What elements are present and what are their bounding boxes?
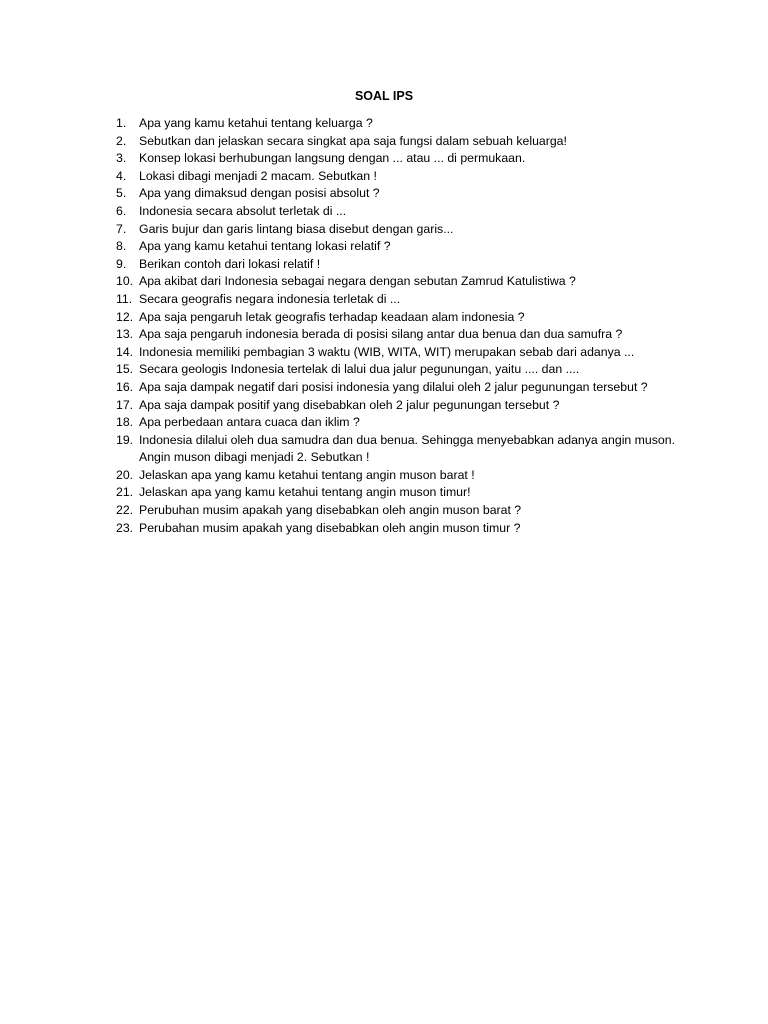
question-number: 6. xyxy=(116,203,127,218)
question-text: Garis bujur dan garis lintang biasa disebut dengan garis... xyxy=(139,221,454,236)
question-item xyxy=(116,520,686,538)
question-number: 5. xyxy=(116,186,127,201)
question-item xyxy=(116,432,686,467)
question-item xyxy=(116,185,686,203)
question-text: Indonesia memiliki pembagian 3 waktu (WIB, WITA, WIT) merupakan sebab dari adanya ... xyxy=(139,344,635,359)
question-item xyxy=(116,379,686,397)
question-text: Apa yang dimaksud dengan posisi absolut ? xyxy=(139,186,380,201)
question-number: 14. xyxy=(116,344,134,359)
question-item xyxy=(116,397,686,415)
question-item xyxy=(116,133,686,151)
question-number: 8. xyxy=(116,239,127,254)
question-number: 4. xyxy=(116,168,127,183)
question-text: Perubahan musim apakah yang disebabkan oleh angin muson timur ? xyxy=(139,520,521,535)
question-text: Perubuhan musim apakah yang disebabkan oleh angin muson barat ? xyxy=(139,503,522,518)
question-text: Secara geologis Indonesia tertelak di lalui dua jalur pegunungan, yaitu .... dan .... xyxy=(139,362,580,377)
question-text: Konsep lokasi berhubungan langsung dengan ... atau ... di permukaan. xyxy=(139,151,526,166)
question-item xyxy=(116,238,686,256)
question-text: Apa saja dampak positif yang disebabkan oleh 2 jalur pegunungan tersebut ? xyxy=(139,397,560,412)
question-text: Jelaskan apa yang kamu ketahui tentang angin muson barat ! xyxy=(139,467,475,482)
question-number: 2. xyxy=(116,133,127,148)
question-text: Apa yang kamu ketahui tentang lokasi relatif ? xyxy=(139,239,391,254)
question-number: 17. xyxy=(116,397,134,412)
question-item xyxy=(116,484,686,502)
question-number: 23. xyxy=(116,520,134,535)
question-number: 22. xyxy=(116,503,134,518)
question-item xyxy=(116,344,686,362)
question-number: 21. xyxy=(116,485,134,500)
question-text: Indonesia dilalui oleh dua samudra dan dua benua. Sehingga menyebabkan adanya angin muson. Angin muson dibagi menjadi 2. Sebutkan ! xyxy=(139,432,676,465)
question-item xyxy=(116,203,686,221)
question-item xyxy=(116,273,686,291)
question-text: Apa perbedaan antara cuaca dan iklim ? xyxy=(139,415,360,430)
question-text: Apa saja pengaruh letak geografis terhadap keadaan alam indonesia ? xyxy=(139,309,525,324)
question-item xyxy=(116,326,686,344)
question-item xyxy=(116,221,686,239)
question-number: 9. xyxy=(116,256,127,271)
question-item xyxy=(116,502,686,520)
question-item xyxy=(116,291,686,309)
question-item xyxy=(116,309,686,327)
question-number: 12. xyxy=(116,309,134,324)
question-number: 20. xyxy=(116,467,134,482)
question-number: 11. xyxy=(116,291,133,306)
question-item xyxy=(116,361,686,379)
question-item xyxy=(116,168,686,186)
question-text: Sebutkan dan jelaskan secara singkat apa saja fungsi dalam sebuah keluarga! xyxy=(139,133,567,148)
question-number: 15. xyxy=(116,362,134,377)
question-item xyxy=(116,115,686,133)
question-number: 18. xyxy=(116,415,134,430)
question-number: 1. xyxy=(116,116,127,130)
question-number: 10. xyxy=(116,274,134,289)
question-number: 16. xyxy=(116,379,134,394)
page-title: SOAL IPS xyxy=(354,89,414,103)
question-number: 7. xyxy=(116,221,127,236)
question-list xyxy=(116,115,686,537)
question-text: Apa akibat dari Indonesia sebagai negara dengan sebutan Zamrud Katulistiwa ? xyxy=(139,274,576,289)
question-number: 13. xyxy=(116,327,134,342)
question-text: Secara geografis negara indonesia terletak di ... xyxy=(139,291,401,306)
question-text: Jelaskan apa yang kamu ketahui tentang angin muson timur! xyxy=(139,485,471,500)
question-text: Apa yang kamu ketahui tentang keluarga ? xyxy=(139,116,373,130)
question-text: Indonesia secara absolut terletak di ... xyxy=(139,203,347,218)
question-number: 3. xyxy=(116,151,127,166)
question-text: Berikan contoh dari lokasi relatif ! xyxy=(139,256,321,271)
question-text: Apa saja dampak negatif dari posisi indonesia yang dilalui oleh 2 jalur pegunungan tersebut ? xyxy=(139,379,648,394)
question-item xyxy=(116,150,686,168)
question-text: Apa saja pengaruh indonesia berada di posisi silang antar dua benua dan dua samufra ? xyxy=(139,327,623,342)
question-item xyxy=(116,256,686,274)
question-item xyxy=(116,414,686,432)
question-text: Lokasi dibagi menjadi 2 macam. Sebutkan ! xyxy=(139,168,377,183)
question-item xyxy=(116,467,686,485)
question-number: 19. xyxy=(116,432,134,447)
